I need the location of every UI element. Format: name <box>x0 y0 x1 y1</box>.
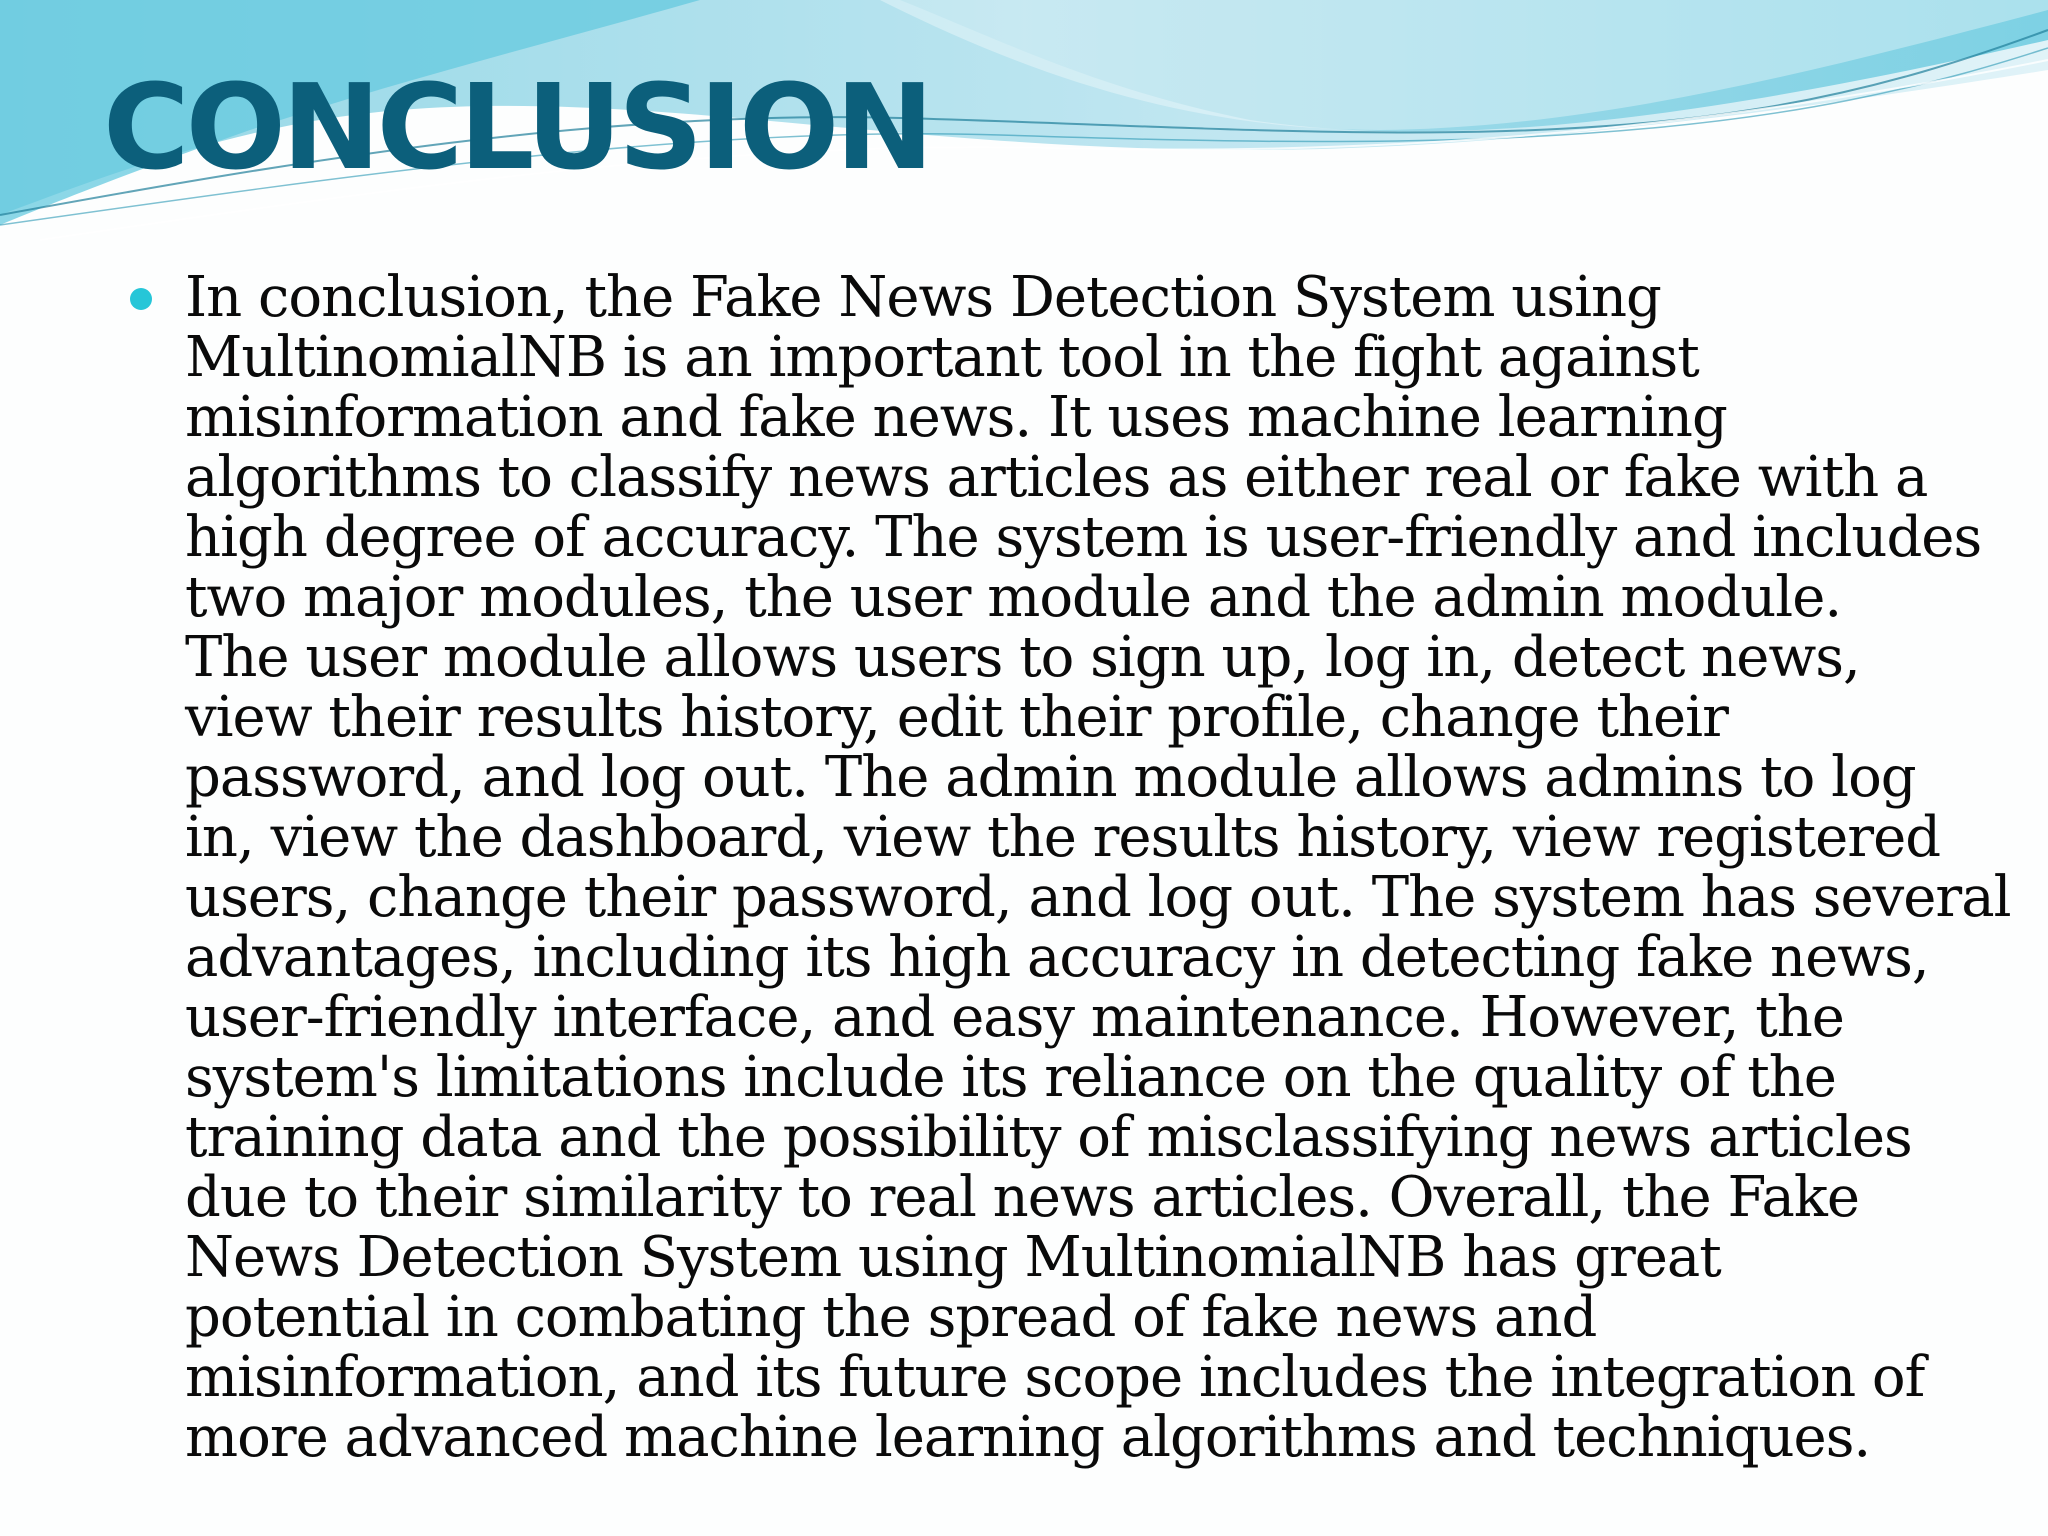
paragraph-line: more advanced machine learning algorithms and techniques. <box>185 1405 1871 1470</box>
paragraph-line: potential in combating the spread of fake news and <box>185 1285 1597 1350</box>
paragraph-line: due to their similarity to real news articles. Overall, the Fake <box>185 1165 1859 1230</box>
paragraph-line: advantages, including its high accuracy in detecting fake news, <box>185 925 1929 990</box>
paragraph-line: users, change their password, and log out. The system has several <box>185 865 2011 930</box>
paragraph-line: user-friendly interface, and easy maintenance. However, the <box>185 985 1844 1050</box>
slide-title: CONCLUSION <box>103 58 931 196</box>
bullet-dot-icon <box>130 288 152 310</box>
paragraph-line: view their results history, edit their profile, change their <box>185 685 1728 750</box>
paragraph-line: training data and the possibility of misclassifying news articles <box>185 1105 1912 1170</box>
paragraph-line: misinformation, and its future scope includes the integration of <box>185 1345 1925 1410</box>
slide-content <box>130 265 2011 1470</box>
paragraph-line: In conclusion, the Fake News Detection System using <box>185 265 1661 330</box>
paragraph-line: in, view the dashboard, view the results history, view registered <box>185 805 1941 870</box>
paragraph-line: algorithms to classify news articles as either real or fake with a <box>185 445 1928 510</box>
paragraph-line: misinformation and fake news. It uses machine learning <box>185 385 1727 450</box>
paragraph-line: high degree of accuracy. The system is user-friendly and includes <box>185 505 1982 570</box>
paragraph-line: two major modules, the user module and the admin module. <box>185 565 1842 630</box>
paragraph-line: system's limitations include its reliance on the quality of the <box>185 1045 1836 1110</box>
paragraph-line: News Detection System using MultinomialNB has great <box>185 1225 1721 1290</box>
paragraph-line: MultinomialNB is an important tool in the fight against <box>185 325 1699 390</box>
bullet-paragraph <box>130 265 2011 1470</box>
paragraph-line: password, and log out. The admin module allows admins to log <box>185 745 1916 810</box>
paragraph-line: The user module allows users to sign up, log in, detect news, <box>185 625 1860 690</box>
